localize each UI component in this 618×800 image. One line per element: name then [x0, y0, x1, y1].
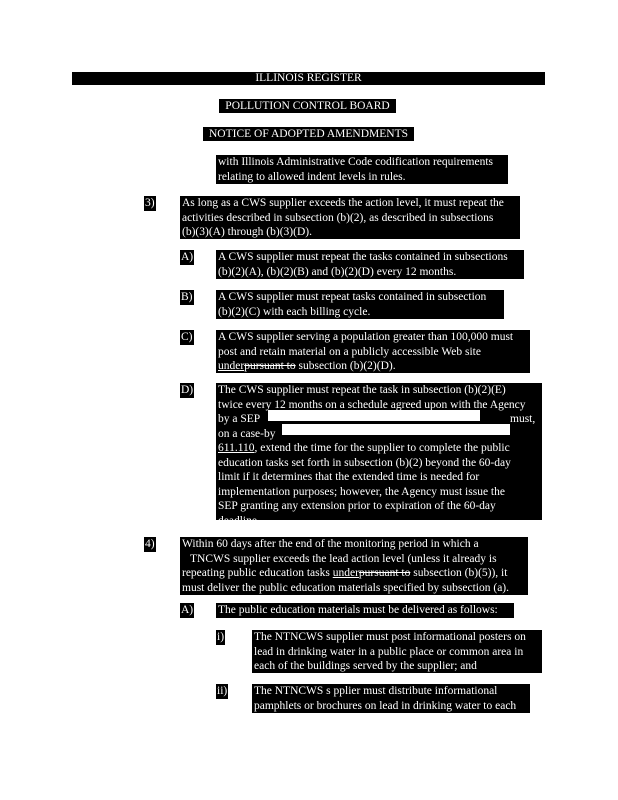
item3c-label: C): [181, 331, 193, 343]
item3d-paragraph: The CWS supplier must repeat the task in subsection (b)(2)(E) twice every 12 months on a schedule agreed upon with the Agency by a SEP must, on a case-by 611.110, extend the time for the supplier to complete the public education tasks set forth in subsection (b)(2) beyond the 60-day limit if it determines that the extended time is needed for implementation purposes; however, the Agency must issue the SEP granting any extension prior to expiration of the 60-day deadline.: [216, 383, 542, 520]
notice-title: NOTICE OF ADOPTED AMENDMENTS: [203, 127, 414, 141]
item4a-i-paragraph: The NTNCWS supplier must post informational posters on lead in drinking water in a public place or common area in each of the buildings served by the supplier; and: [252, 630, 542, 673]
item3c-line3: underpursuant to subsection (b)(2)(D).: [218, 360, 396, 372]
item3d-line5: 611.110, extend the time for the supplier to complete the public: [218, 442, 510, 454]
item4-label: 4): [145, 538, 155, 550]
register-title: ILLINOIS REGISTER: [255, 72, 362, 84]
item3c-paragraph: A CWS supplier serving a population greater than 100,000 must post and retain material on a publicly accessible Web site underpursuant to subsection (b)(2)(D).: [216, 330, 530, 373]
item4-paragraph: Within 60 days after the end of the monitoring period in which a TNCWS supplier exceeds the lead action level (unless it already is repeating public education tasks underpursuant to subsection (b)(5)), it must deliver the public education materials specified by subsection (a).: [180, 537, 528, 595]
item3d-line3: by a SEP must,: [218, 413, 536, 425]
item4a-paragraph: The public education materials must be delivered as follows:: [216, 603, 514, 618]
item3d-label: D): [181, 384, 194, 396]
item3b-paragraph: A CWS supplier must repeat tasks contained in subsection (b)(2)(C) with each billing cycle.: [216, 290, 504, 319]
item4a-ii-paragraph: The NTNCWS s pplier must distribute informational pamphlets or brochures on lead in drinking water to each: [252, 684, 530, 713]
item3d-line4: on a case-by: [218, 427, 276, 440]
erased-region: [268, 410, 480, 421]
intro-paragraph: with Illinois Administrative Code codification requirements relating to allowed indent levels in rules.: [216, 155, 508, 184]
item3-label: 3): [145, 197, 155, 209]
register-banner: [72, 72, 545, 85]
item3a-label: A): [181, 251, 194, 263]
item4a-ii-label: ii): [217, 685, 228, 697]
item4a-i-label: i): [217, 631, 225, 643]
item3a-paragraph: A CWS supplier must repeat the tasks contained in subsections (b)(2)(A), (b)(2)(B) and (b)(2)(D) every 12 months.: [216, 250, 524, 279]
board-title: POLLUTION CONTROL BOARD: [219, 99, 396, 113]
item4a-label: A): [181, 604, 194, 616]
item3b-label: B): [181, 291, 193, 303]
item4-line3: repeating public education tasks underpursuant to subsection (b)(5)), it: [182, 567, 508, 579]
item3-paragraph: As long as a CWS supplier exceeds the action level, it must repeat the activities described in subsection (b)(2), as described in subsections (b)(3)(A) through (b)(3)(D).: [180, 196, 520, 239]
erased-region: [282, 424, 510, 435]
